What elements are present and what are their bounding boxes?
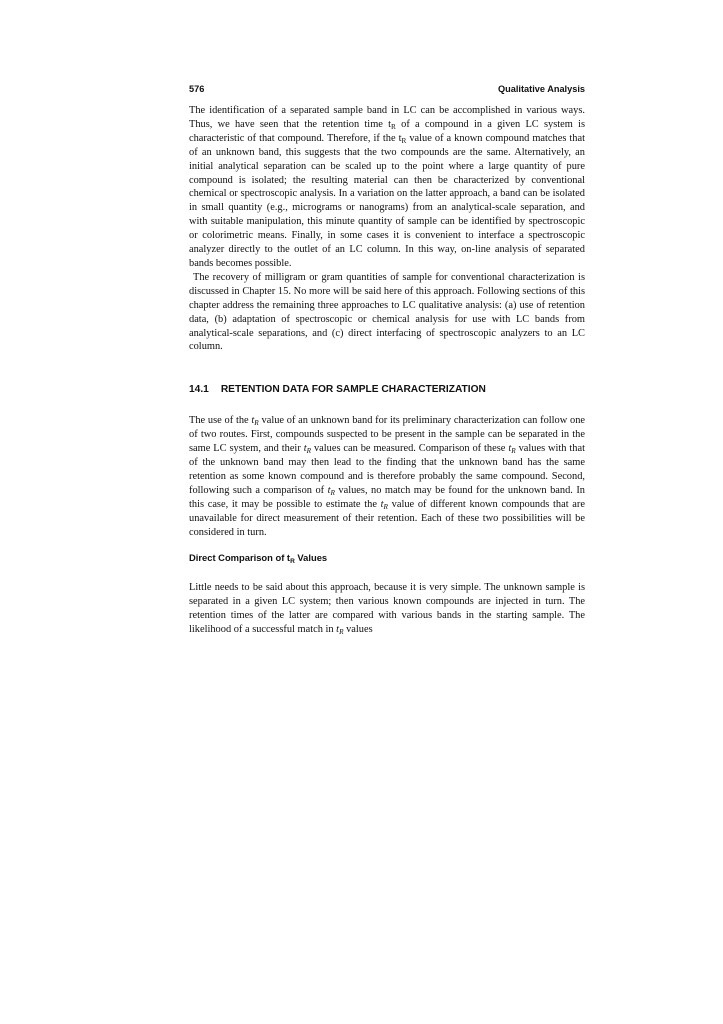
running-header	[189, 84, 585, 95]
running-title: Qualitative Analysis	[498, 84, 585, 94]
section-title: RETENTION DATA FOR SAMPLE CHARACTERIZATION	[220, 384, 486, 396]
subsection-heading: Direct Comparison of $t_R$ Values	[189, 552, 328, 566]
section-number: 14.1	[189, 384, 209, 396]
section-paragraph-1: The use of the $t_R$ value of an unknown band for its preliminary characterization can follow one of two routes. First, compounds suspected to be present in the sample can be separated in the same LC system, and their $t_R$ values can be measured. Comparison of these $t_R$ values with that of the unknown band may then lead to the finding that the unknown band has the same retention as some known compound and is therefore probably the same compound. Second, following such a comparison of $t_R$ values, no match may be found for the unknown band. In this case, it may be possible to estimate the $t_R$ value of different known compounds that are unavailable for direct measurement of their retention. Each of these two possibilities will be considered in turn.	[189, 415, 585, 538]
intro-paragraph-1: The identification of a separated sample band in LC can be accomplished in various ways. Thus, we have seen that the retention time $t_R$ of a compound in a given LC system is characteristic of that compound. Therefore, if the $t_R$ value of a known compound matches that of an unknown band, this suggests that the two compounds are the same. Alternatively, an initial analytical separation can be scaled up to the point where a large quantity of pure compound is isolated; the resulting material can then be characterized by conventional chemical or spectroscopic analysis. In a variation on the latter approach, a band can be isolated in small quantity (e.g., micrograms or nanograms) from an analytical-scale separation, and with suitable manipulation, this minute quantity of sample can be identified by spectroscopic or colorimetric means. Finally, in some cases it is convenient to interface a spectroscopic analyzer directly to the outlet of an LC column. In this way, on-line analysis of separated bands becomes possible.	[189, 105, 585, 269]
intro-paragraph-2: The recovery of milligram or gram quantities of sample for conventional characterization is discussed in Chapter 15. No more will be said here of this approach. Following sections of this chapter address the remaining three approaches to LC qualitative analysis: (a) use of retention data, (b) adaptation of spectroscopic or chemical analysis for use with LC bands from analytical-scale separations, and (c) direct interfacing of spectroscopic analyzers to an LC column.	[189, 271, 585, 353]
section-heading	[189, 384, 585, 396]
document-page	[189, 84, 585, 637]
page-number: 576	[189, 84, 205, 94]
subsection-paragraph-1: Little needs to be said about this approach, because it is very simple. The unknown sample is separated in a given LC system; then various known compounds are injected in turn. The retention times of the latter are compared with various bands in the starting sample. The likelihood of a successful match in $t_R$ values	[189, 582, 585, 637]
